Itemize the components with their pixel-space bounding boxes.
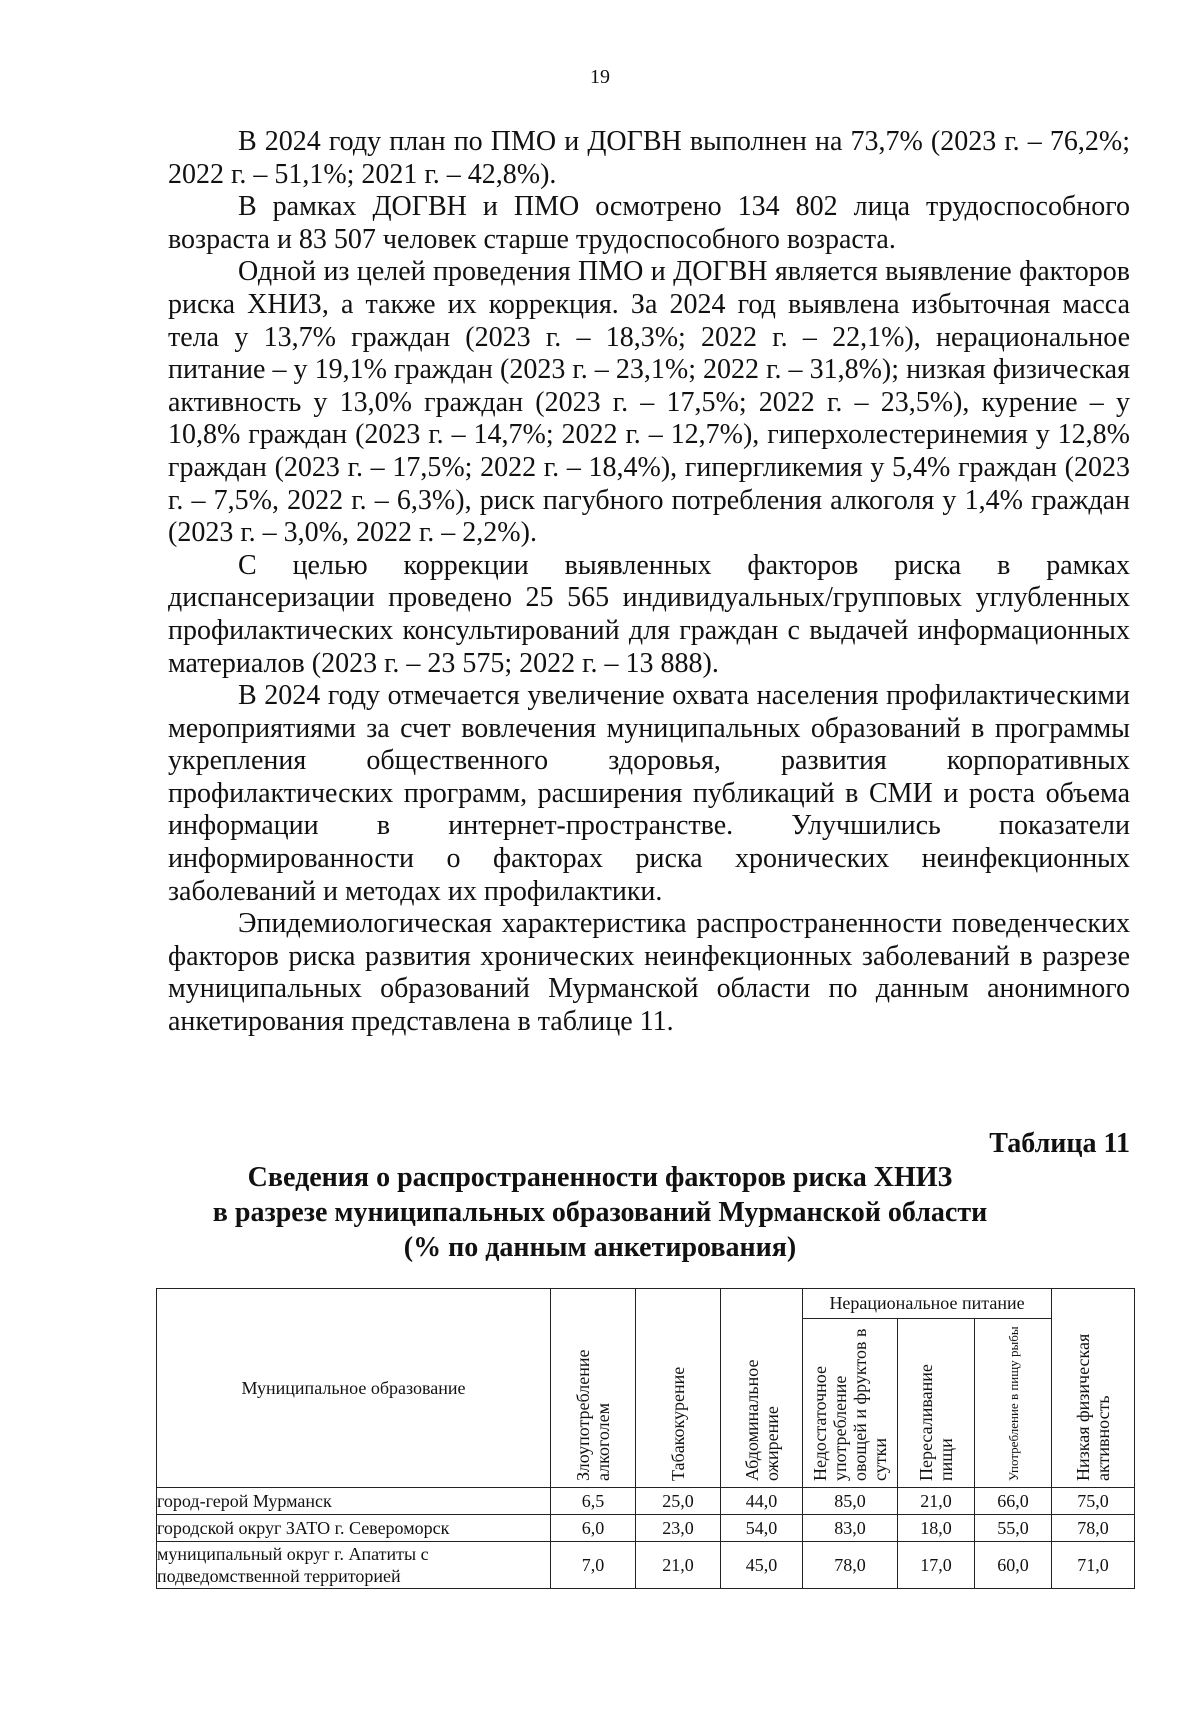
- table-cell: 21,0: [636, 1542, 721, 1589]
- table-cell: 66,0: [975, 1488, 1052, 1515]
- table-cell: 85,0: [803, 1488, 898, 1515]
- header-label: Недостаточное употребление овощей и фруктов в сутки: [810, 1328, 890, 1481]
- paragraph: С целью коррекции выявленных факторов риска в рамках диспансеризации проведено 25 565 индивидуальных/групповых углубленных профилактических консультирований для граждан с выдачей информационных материалов (2023 г. – 23 575; 2022 г. – 13 888).: [168, 549, 1130, 679]
- header-alcohol: [551, 1289, 636, 1488]
- table-cell: 17,0: [898, 1542, 975, 1589]
- header-label: Абдоминальное ожирение: [741, 1359, 782, 1481]
- table-row: [157, 1542, 1135, 1589]
- municipality-name: муниципальный округ г. Апатиты с подведомственной территорией: [157, 1542, 551, 1589]
- header-fish: [975, 1319, 1052, 1488]
- paragraph: В 2024 году план по ПМО и ДОГВН выполнен на 73,7% (2023 г. – 76,2%; 2022 г. – 51,1%; 2021 г. – 42,8%).: [168, 126, 1130, 190]
- table-row: [157, 1515, 1135, 1542]
- table-cell: 55,0: [975, 1515, 1052, 1542]
- risk-factors-table: [156, 1288, 1135, 1589]
- paragraph: В рамках ДОГВН и ПМО осмотрено 134 802 лица трудоспособного возраста и 83 507 человек старше трудоспособного возраста.: [168, 191, 1130, 255]
- body-text: [168, 126, 1130, 1039]
- table-cell: 60,0: [975, 1542, 1052, 1589]
- table-cell: 71,0: [1052, 1542, 1135, 1589]
- table-cell: 7,0: [551, 1542, 636, 1589]
- header-low-activity: [1052, 1289, 1135, 1488]
- header-label: Низкая физическая активность: [1073, 1333, 1114, 1481]
- header-vegetables: [803, 1319, 898, 1488]
- table-cell: 23,0: [636, 1515, 721, 1542]
- header-group-nutrition: Нерациональное питание: [803, 1289, 1052, 1319]
- table-cell: 45,0: [721, 1542, 803, 1589]
- table-title: [0, 1160, 1200, 1265]
- header-label: Пересаливание пищи: [916, 1364, 956, 1481]
- table-cell: 54,0: [721, 1515, 803, 1542]
- table-title-line: в разрезе муниципальных образований Мурманской области: [212, 1197, 988, 1228]
- header-label: Табакокурение: [668, 1366, 688, 1481]
- header-obesity: [721, 1289, 803, 1488]
- table-title-line: (% по данным анкетирования): [403, 1232, 797, 1263]
- header-label: Употребление в пищу рыбы: [1005, 1326, 1021, 1481]
- header-municipality: Муниципальное образование: [157, 1289, 551, 1488]
- municipality-name: город-герой Мурманск: [157, 1488, 551, 1515]
- table-cell: 75,0: [1052, 1488, 1135, 1515]
- table-row: [157, 1488, 1135, 1515]
- table-cell: 78,0: [803, 1542, 898, 1589]
- page-number: 19: [590, 66, 610, 88]
- header-smoking: [636, 1289, 721, 1488]
- table-cell: 6,0: [551, 1515, 636, 1542]
- paragraph: Одной из целей проведения ПМО и ДОГВН является выявление факторов риска ХНИЗ, а также их коррекция. За 2024 год выявлена избыточная масса тела у 13,7% граждан (2023 г. – 18,3%; 2022 г. – 22,1%), нерациональное питание – у 19,1% граждан (2023 г. – 23,1%; 2022 г. – 31,8%); низкая физическая активность у 13,0% граждан (2023 г. – 17,5%; 2022 г. – 23,5%), курение – у 10,8% граждан (2023 г. – 14,7%; 2022 г. – 12,7%), гиперхолестеринемия у 12,8% граждан (2023 г. – 17,5%; 2022 г. – 18,4%), гипергликемия у 5,4% граждан (2023 г. – 7,5%, 2022 г. – 6,3%), риск пагубного потребления алкоголя у 1,4% граждан (2023 г. – 3,0%, 2022 г. – 2,2%).: [168, 256, 1130, 549]
- table-cell: 78,0: [1052, 1515, 1135, 1542]
- header-salt: [898, 1319, 975, 1488]
- table-cell: 25,0: [636, 1488, 721, 1515]
- header-label: Злоупотребление алкоголем: [573, 1349, 613, 1481]
- table-label: Таблица 11: [989, 1128, 1130, 1159]
- table-cell: 6,5: [551, 1488, 636, 1515]
- table-cell: 21,0: [898, 1488, 975, 1515]
- table-cell: 44,0: [721, 1488, 803, 1515]
- municipality-name: городской округ ЗАТО г. Североморск: [157, 1515, 551, 1542]
- table-cell: 83,0: [803, 1515, 898, 1542]
- table-cell: 18,0: [898, 1515, 975, 1542]
- paragraph: В 2024 году отмечается увеличение охвата населения профилактическими мероприятиями за счет вовлечения муниципальных образований в программы укрепления общественного здоровья, развития корпоративных профилактических программ, расширения публикаций в СМИ и роста объема информации в интернет-пространстве. Улучшились показатели информированности о факторах риска хронических неинфекционных заболеваний и методах их профилактики.: [168, 680, 1130, 907]
- paragraph: Эпидемиологическая характеристика распространенности поведенческих факторов риска развития хронических неинфекционных заболеваний в разрезе муниципальных образований Мурманской области по данным анонимного анкетирования представлена в таблице 11.: [168, 908, 1130, 1038]
- table-title-line: Сведения о распространенности факторов риска ХНИЗ: [247, 1162, 953, 1193]
